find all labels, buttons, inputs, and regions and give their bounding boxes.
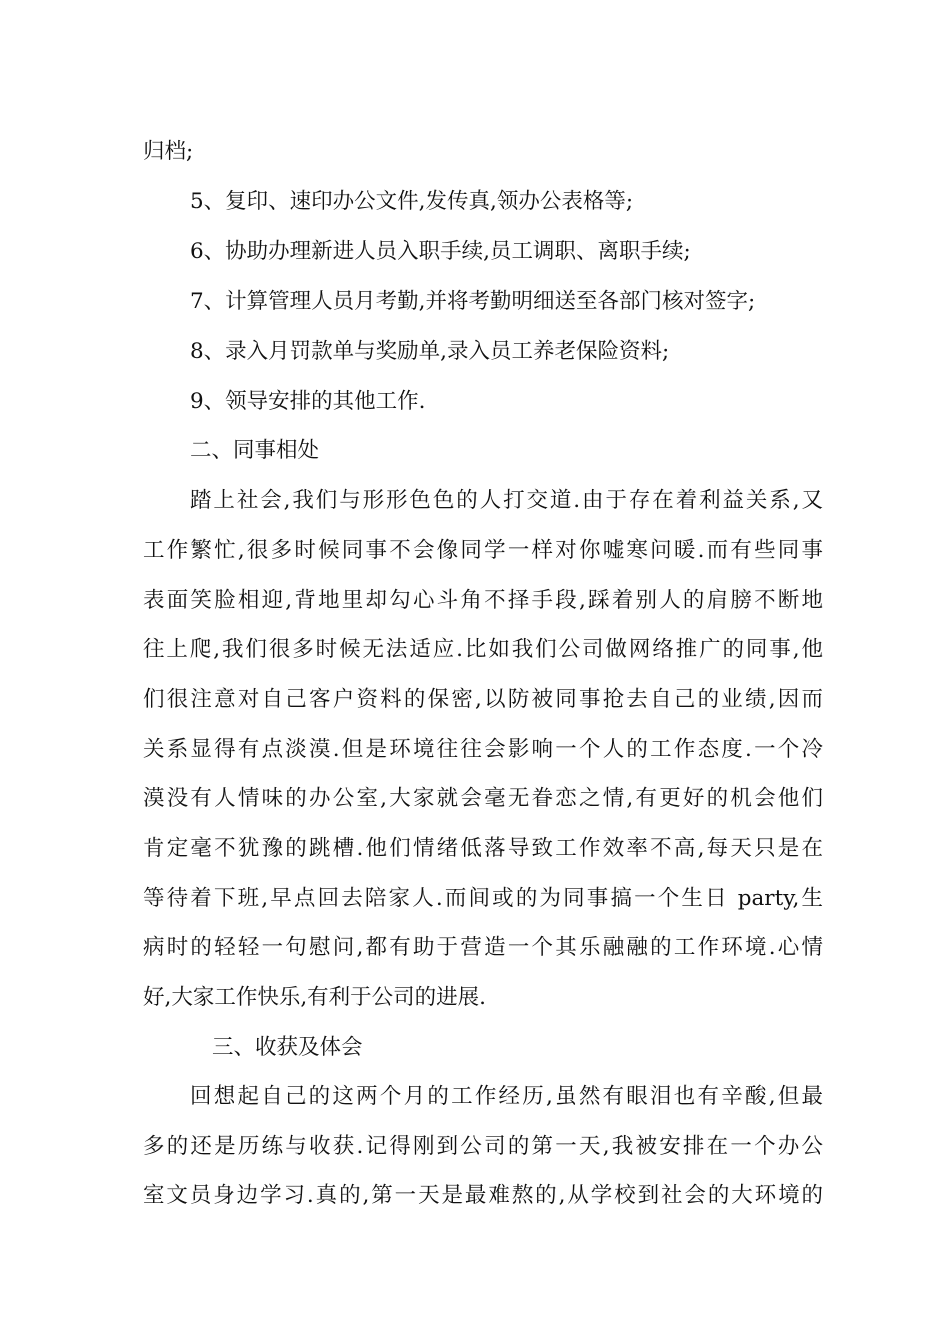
paragraph-line: 等待着下班,早点回去陪家人.而间或的为同事搞一个生日 party,生 [143, 886, 823, 911]
paragraph-line: 表面笑脸相迎,背地里却勾心斗角不择手段,踩着别人的肩膀不断地 [143, 588, 823, 613]
paragraph-line: 漠没有人情味的办公室,大家就会毫无眷恋之情,有更好的机会他们 [143, 786, 823, 811]
section-heading-colleagues: 二、同事相处 [190, 438, 320, 463]
paragraph-line-end: 好,大家工作快乐,有利于公司的进展. [143, 985, 487, 1010]
paragraph-line: 们很注意对自己客户资料的保密,以防被同事抢去自己的业绩,因而 [143, 687, 823, 712]
list-item-5: 5、复印、速印办公文件,发传真,领办公表格等; [190, 189, 634, 214]
paragraph-line: 多的还是历练与收获.记得刚到公司的第一天,我被安排在一个办公 [143, 1134, 823, 1159]
list-item-7: 7、计算管理人员月考勤,并将考勤明细送至各部门核对签字; [190, 289, 756, 314]
paragraph-line: 肯定毫不犹豫的跳槽.他们情绪低落导致工作效率不高,每天只是在 [143, 836, 823, 861]
paragraph-line: 工作繁忙,很多时候同事不会像同学一样对你嘘寒问暖.而有些同事 [143, 538, 823, 563]
paragraph-line: 往上爬,我们很多时候无法适应.比如我们公司做网络推广的同事,他 [143, 637, 823, 662]
text-line-archive: 归档; [143, 139, 194, 164]
paragraph-line: 踏上社会,我们与形形色色的人打交道.由于存在着利益关系,又 [190, 488, 823, 513]
paragraph-line: 回想起自己的这两个月的工作经历,虽然有眼泪也有辛酸,但最 [190, 1084, 823, 1109]
paragraph-line: 病时的轻轻一句慰问,都有助于营造一个其乐融融的工作环境.心情 [143, 935, 823, 960]
paragraph-line: 关系显得有点淡漠.但是环境往往会影响一个人的工作态度.一个冷 [143, 737, 823, 762]
list-item-8: 8、录入月罚款单与奖励单,录入员工养老保险资料; [190, 339, 670, 364]
list-item-6: 6、协助办理新进人员入职手续,员工调职、离职手续; [190, 239, 691, 264]
section-heading-gains: 三、收获及体会 [212, 1035, 363, 1060]
paragraph-line: 室文员身边学习.真的,第一天是最难熬的,从学校到社会的大环境的 [143, 1183, 823, 1208]
list-item-9: 9、领导安排的其他工作. [190, 389, 426, 414]
